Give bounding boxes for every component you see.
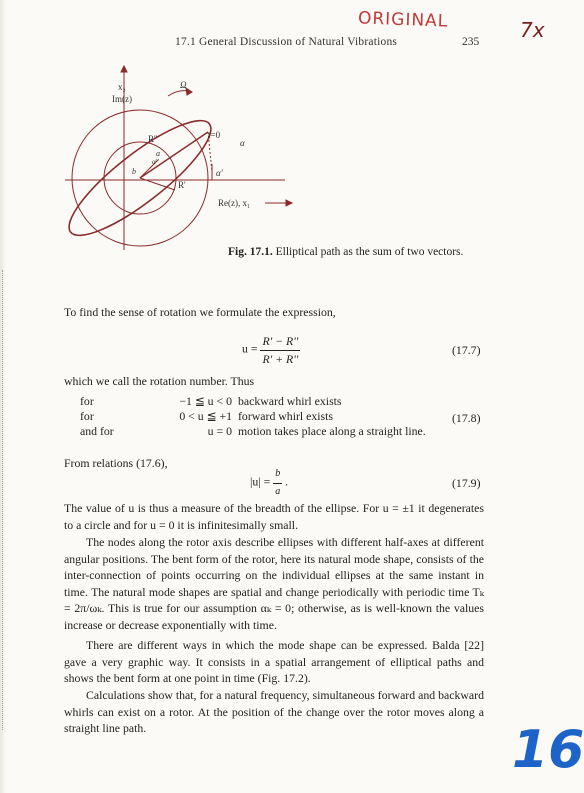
paragraph-5: The nodes along the rotor axis describe ellipses with different half-axes at different angular positions. The bent form of the rotor, here its natural mode shape, consists of the inter-connection of points occurring on the individual ellipses at the same instant in time. The natural mode shapes are spatial and change periodically with periodic time Tₖ = 2π/ωₖ. This is true for our assumption αₖ = 0; otherwise, as is well-known the values increase or decrease exponentially with time. xyxy=(64,535,484,632)
eq-17-7-fraction xyxy=(260,333,300,367)
eq-17-7-label: (17.7) xyxy=(452,343,481,357)
alpha-double-label: α'' xyxy=(152,158,159,166)
axis-x-label: Re(z), x₁ xyxy=(218,198,251,208)
binding-punch-marks xyxy=(2,270,6,730)
eq-17-7-denominator: R' + R'' xyxy=(262,351,299,366)
eq-17-9-label: (17.9) xyxy=(452,476,481,490)
axis-y-label-2: Im(z) xyxy=(112,94,132,104)
paragraph-6: There are different ways in which the mode shape can be expressed. Balda [22] gave a very graphic way. It consists in a spatial arrangement of elliptical paths and shows the bent form at one point in time (Fig. 17.2). xyxy=(64,638,484,685)
caption-text: Elliptical path as the sum of two vectors. xyxy=(275,246,464,258)
paragraph-4: The value of u is thus a measure of the breadth of the ellipse. For u = ±1 it degenerates to a circle and for u = 0 it is infinitesimally small. xyxy=(64,501,484,532)
eq-17-9-denominator: a xyxy=(275,485,281,497)
r-inner-label: R' xyxy=(178,180,186,190)
omega-label: Ω xyxy=(180,80,187,90)
conditions-table xyxy=(80,394,432,439)
condition-expr: u = 0 xyxy=(207,424,232,438)
page-marker: 16 xyxy=(512,720,584,780)
condition-desc: forward whirl exists xyxy=(238,409,334,423)
condition-desc: motion takes place along a straight line. xyxy=(238,424,426,438)
running-head: 17.1 General Discussion of Natural Vibrations xyxy=(175,36,398,48)
alpha-label: α xyxy=(240,138,245,148)
eq-17-7-numerator: R' − R'' xyxy=(260,333,300,351)
eq-17-9-lhs: |u| = xyxy=(250,474,271,489)
b-label: b xyxy=(132,167,136,176)
corner-mark: 7x xyxy=(520,18,545,42)
paragraph-2: which we call the rotation number. Thus xyxy=(64,374,255,388)
condition-lead: and for xyxy=(80,424,114,438)
condition-expr: −1 ≦ u < 0 xyxy=(179,394,232,408)
condition-desc: backward whirl exists xyxy=(238,394,342,408)
page-number: 235 xyxy=(462,36,480,48)
condition-expr: 0 < u ≦ +1 xyxy=(179,409,232,423)
equation-17-7 xyxy=(242,333,300,367)
eq-17-9-fraction xyxy=(273,466,282,500)
equation-17-9 xyxy=(250,466,288,500)
elliptical-path-figure xyxy=(60,60,300,260)
caption-label: Fig. 17.1. xyxy=(228,246,273,258)
eq-17-9-tail: . xyxy=(285,474,289,489)
t0-label: t=0 xyxy=(208,130,221,140)
original-stamp: ORIGINAL xyxy=(357,8,449,32)
eq-17-9-numerator: b xyxy=(273,466,282,484)
condition-row xyxy=(80,394,432,409)
r-outer-label: R'' xyxy=(148,134,158,144)
paragraph-1: To find the sense of rotation we formulate the expression, xyxy=(64,305,336,319)
paragraph-3: From relations (17.6), xyxy=(64,456,168,470)
paragraph-7: Calculations show that, for a natural frequency, simultaneous forward and backward whirls can exist on a rotor. At the position of the change over the rotor moves along a straight line path. xyxy=(64,688,484,735)
alpha-prime-label: α' xyxy=(216,168,223,178)
condition-lead: for xyxy=(80,394,94,408)
a-label: a xyxy=(156,149,160,158)
figure-caption xyxy=(228,246,463,258)
condition-row xyxy=(80,424,432,439)
eq-17-7-lhs: u = xyxy=(242,341,258,356)
condition-row xyxy=(80,409,432,424)
eq-17-8-label: (17.8) xyxy=(452,411,481,425)
condition-lead: for xyxy=(80,409,94,423)
axis-y-label-1: x₂ xyxy=(118,82,126,92)
